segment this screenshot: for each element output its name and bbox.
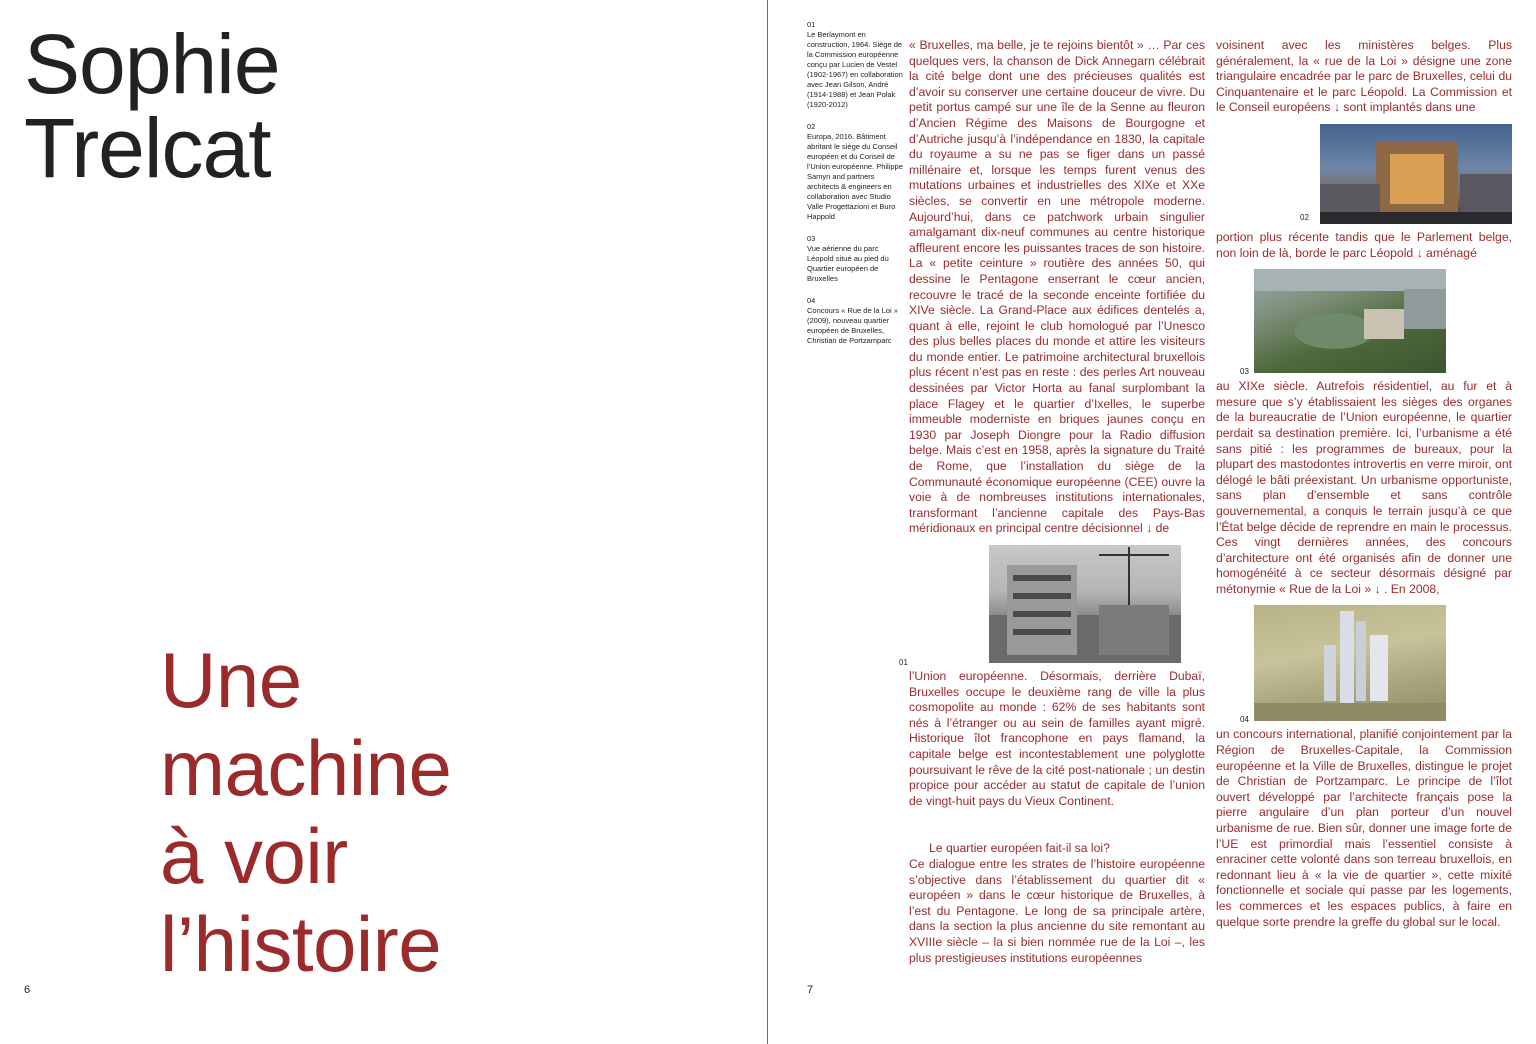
figure-01	[899, 545, 1205, 668]
headline-line: à voir	[160, 812, 348, 900]
figure-number: 03	[1240, 366, 1249, 376]
body-paragraph: au XIXe siècle. Autrefois résidentiel, au fur et à mesure que s’y établissaient les sièges des organes de la bureaucratie de l’Union européenne, le quartier perdait sa destination première. Ici, l’urbanisme a été sans pitié : les programmes de bureaux, pour la plupart des mastodontes introvertis en verre miroir, ont délogé le bâti préexistant. Un urbanisme opportuniste, sans plan d’ensemble et sans contrôle gouvernemental, a conquis le terrain jusqu’à ce que l’État belge décide de reprendre en main le processus. Ces vingt dernières années, des concours d’architecture ont été organisés afin de donner une homogénéité à ce secteur désormais désigné par métonymie « Rue de la Loi » ↓ . En 2008,	[1216, 379, 1512, 596]
caption-03: 03 Vue aérienne du parc Léopold situé au pied du Quartier européen de Bruxelles	[807, 234, 889, 283]
body-paragraph: l’Union européenne. Désormais, derrière Dubaï, Bruxelles occupe le deuxième rang de ville la plus cosmopolite au monde : 62% de ses habitants sont nés à l’étranger ou au sein de familles ayant migré. Historique îlot francophone en pays flamand, la capitale belge est incontestablement une polyglotte poursuivant le rêve de la cité post-nationale ; un destin propice pour accéder au statut de capitale de l’union de vingt-huit pays du Vieux Continent.	[909, 669, 1205, 808]
caption-04: 04 Concours « Rue de la Loi » (2009), nouveau quartier européen de Bruxelles, Christian de Portzamparc	[807, 296, 898, 345]
section-subheading: Le quartier européen fait-il sa loi?	[929, 841, 1110, 856]
body-paragraph: voisinent avec les ministères belges. Plus généralement, la « rue de la Loi » désigne une zone triangulaire encadrée par le parc de Bruxelles, celui du Cinquantenaire et le parc Léopold. La Commission et le Conseil européens ↓ sont implantés dans une	[1216, 38, 1512, 115]
figure-03	[1216, 269, 1512, 376]
page-gutter	[767, 0, 768, 1044]
body-paragraph: Ce dialogue entre les strates de l’histoire européenne s’objective dans l’établissement du quartier dit « européen » dans le cœur historique de Bruxelles, à l’est du Pentagone. Le long de sa principale artère, dans la section la plus ancienne du site remontant au XVIIIe siècle – la si bien nommée rue de la Loi –, les plus prestigieuses institutions européennes	[909, 856, 1205, 965]
parc-leopold-aerial-photo	[1254, 269, 1446, 373]
rue-de-la-loi-model-render	[1254, 605, 1446, 721]
figure-number: 02	[1300, 213, 1309, 223]
page-number-left: 6	[24, 984, 31, 996]
text-column-left	[899, 38, 1205, 966]
europa-building-photo	[1320, 124, 1512, 224]
headline-line: machine	[160, 724, 452, 812]
caption-02: 02 Europa, 2016. Bâtiment abritant le siège du Conseil européen et du Conseil de l’Union européenne. Philippe Samyn and partners architects & engineers en collaboration avec Studio Valle Progettazioni et Buro Happold	[807, 122, 903, 221]
caption-01: 01 Le Berlaymont en construction, 1964. Siège de la Commission européenne conçu par Lucien de Vestel (1902-1967) en collaboration avec Jean Gilson, André (1914-1988) et Jean Polak (1920-2012)	[807, 20, 903, 109]
author-name: Sophie Trelcat	[24, 17, 280, 195]
berlaymont-construction-photo	[989, 545, 1181, 663]
headline-line: l’histoire	[160, 900, 442, 988]
figure-02	[1216, 124, 1512, 224]
page-number-right: 7	[807, 984, 814, 996]
figure-captions	[807, 20, 903, 358]
article-headline	[160, 636, 451, 988]
body-paragraph: « Bruxelles, ma belle, je te rejoins bientôt » … Par ces quelques vers, la chanson de Dick Annegarn célébrait la cité belge dont une des précieuses qualités est d’avoir su conserver une certaine douceur de vivre. Du petit portus campé sur une île de la Senne au fleuron d’Ancien Régime des Maisons de Bourgogne et d’Autriche jusqu’à l’indépendance en 1830, la capitale du royaume a su ne pas se figer dans un passé millénaire et, lorsque les temps furent venus des mutations urbaines et industrielles des XIXe et XXe siècles, se convertir en une métropole moderne. Aujourd’hui, dans ce patchwork urbain singulier amalgamant dix-neuf communes au centre historique affleurent encore les puissantes traces de son histoire. La « petite ceinture » routière des années 50, qui dessine le Pentagone enserrant le cœur ancien, recouvre le tracé de la seconde enceinte fortifiée du XIVe siècle. La Grand-Place aux édifices dentelés a, quant à elle, rejoint le club homologué par l’Unesco des plus belles places du monde et attire les visiteurs du monde entier. Le patrimoine architectural bruxellois plus récent n’est pas en reste : des perles Art nouveau dessinées par Victor Horta au fanal surplombant la place Flagey et le quartier d’Ixelles, le superbe immeuble moderniste en briques jaunes conçu en 1930 par Joseph Diongre pour la Radio diffusion belge. Mais c’est en 1958, après la signature du Traité de Rome, que l’installation du siège de la Communauté économique européenne (CEE) ouvre la voie à de nombreuses institutions internationales, transformant l’ancienne capitale des Pays-Bas méridionaux en principal centre décisionnel ↓ de	[909, 38, 1205, 536]
figure-number: 04	[1240, 714, 1249, 724]
figure-04	[1216, 605, 1512, 724]
right-page	[769, 0, 1536, 1044]
headline-line: Une	[160, 636, 302, 724]
figure-number: 01	[899, 658, 908, 668]
body-paragraph: portion plus récente tandis que le Parlement belge, non loin de là, borde le parc Léopold ↓ aménagé	[1216, 229, 1512, 260]
body-paragraph: un concours international, planifié conjointement par la Région de Bruxelles-Capitale, la Commission européenne et la Ville de Bruxelles, distingue le projet de Christian de Portzamparc. Le principe de l’îlot ouvert développé par l’architecte français pose la pierre angulaire d’un plan porteur d’un nouvel urbanisme de rue. Bien sûr, donner une image forte de l’UE est primordial mais l’essentiel consiste à enraciner cette volonté dans son terreau bruxellois, en redonnant lieu à « la vie de quartier », cette mixité fonctionnelle et sociale qui passe par les logements, les commerces et les espaces publics, à faire en quelque sorte prendre la greffe du global sur le local.	[1216, 727, 1512, 929]
text-column-right	[1216, 38, 1512, 930]
